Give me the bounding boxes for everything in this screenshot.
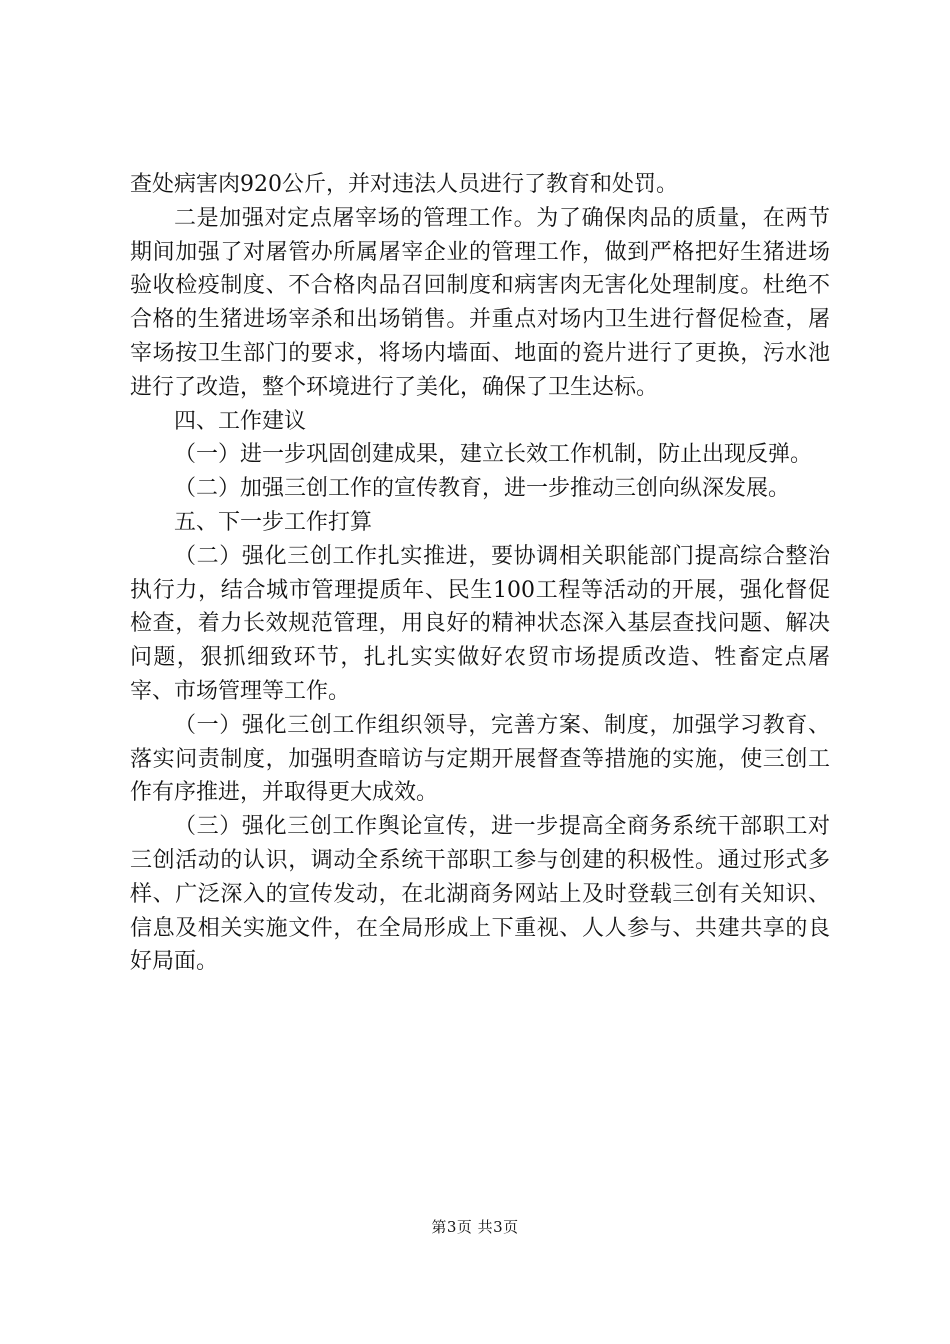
next-step-item-c: （三）强化三创工作舆论宣传，进一步提高全商务系统干部职工对三创活动的认识，调动全系统干部职工参与创建的积极性。通过形式多样、广泛深入的宣传发动，在北湖商务网站上及时登载三创有关知识、信息及相关实施文件，在全局形成上下重视、人人参与、共建共享的良好局面。 <box>130 814 830 975</box>
paragraph-continuation: 查处病害肉920公斤，并对违法人员进行了教育和处罚。 <box>130 172 678 197</box>
section-heading-next-steps: 五、下一步工作打算 <box>174 509 373 535</box>
next-step-item-b: （一）强化三创工作组织领导，完善方案、制度，加强学习教育、落实问责制度，加强明查暗访与定期开展督查等措施的实施，使三创工作有序推进，并取得更大成效。 <box>130 712 830 806</box>
suggestion-item-2: （二）加强三创工作的宣传教育，进一步推动三创向纵深发展。 <box>174 476 791 502</box>
document-body <box>130 168 830 979</box>
paragraph-slaughterhouse-management: 二是加强对定点屠宰场的管理工作。为了确保肉品的质量，在两节期间加强了对屠管办所属屠宰企业的管理工作，做到严格把好生猪进场验收检疫制度、不合格肉品召回制度和病害肉无害化处理制度。杜绝不合格的生猪进场宰杀和出场销售。并重点对场内卫生进行督促检查，屠宰场按卫生部门的要求，将场内墙面、地面的瓷片进行了更换，污水池进行了改造，整个环境进行了美化，确保了卫生达标。 <box>130 205 830 400</box>
suggestion-item-1: （一）进一步巩固创建成果，建立长效工作机制，防止出现反弹。 <box>174 442 813 468</box>
section-heading-suggestions: 四、工作建议 <box>174 408 307 434</box>
page-number-footer: 第3页 共3页 <box>431 1218 519 1236</box>
next-step-item-a: （二）强化三创工作扎实推进，要协调相关职能部门提高综合整治执行力，结合城市管理提质年、民生100工程等活动的开展，强化督促检查，着力长效规范管理，用良好的精神状态深入基层查找问题、解决问题，狠抓细致环节，扎扎实实做好农贸市场提质改造、牲畜定点屠宰、市场管理等工作。 <box>130 543 830 704</box>
